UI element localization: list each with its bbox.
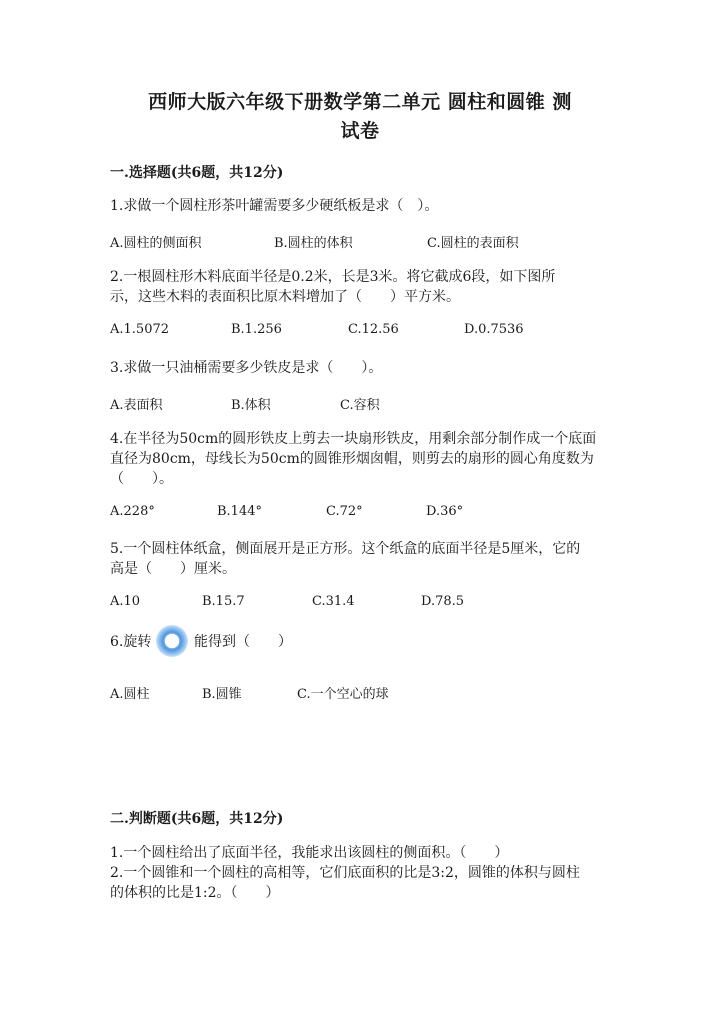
q6-option-c: C.一个空心的球 — [297, 687, 389, 702]
q1-option-b: B.圆柱的体积 — [274, 236, 353, 251]
q4-option-c: C.72° — [326, 504, 363, 519]
q5-option-d: D.78.5 — [421, 594, 465, 609]
question-1-options — [110, 232, 610, 252]
q6-text-before: 6.旋转 — [110, 634, 152, 650]
judge-question-2 — [110, 863, 610, 903]
q3-option-b: B.体积 — [231, 398, 271, 413]
title-line-2: 试卷 — [340, 120, 380, 142]
question-2-text — [110, 267, 610, 307]
q2-line-2: 示，这些木料的表面积比原木料增加了（ ）平方米。 — [110, 289, 460, 305]
question-1-text: 1.求做一个圆柱形茶叶罐需要多少硬纸板是求（ ）。 — [110, 198, 439, 214]
q5-line-2: 高是（ ）厘米。 — [110, 561, 236, 577]
blue-ring-figure-icon — [155, 624, 189, 658]
judge-question-1: 1.一个圆柱给出了底面半径，我能求出该圆柱的侧面积。（ ） — [110, 845, 509, 861]
question-4-text — [110, 429, 610, 489]
q4-option-d: D.36° — [426, 504, 464, 519]
question-3-text: 3.求做一只油桶需要多少铁皮是求（ ）。 — [110, 360, 383, 376]
q5-option-b: B.15.7 — [202, 594, 245, 609]
question-4-options — [110, 504, 610, 524]
jq2-line-2: 的体积的比是1:2。（ ） — [110, 885, 280, 901]
q2-option-a: A.1.5072 — [110, 322, 170, 337]
q3-option-a: A.表面积 — [110, 398, 163, 413]
q2-option-b: B.1.256 — [231, 322, 282, 337]
q3-option-c: C.容积 — [340, 398, 380, 413]
question-5-text — [110, 539, 610, 579]
q4-line-3: （ ）。 — [110, 471, 173, 487]
question-2-options — [110, 322, 610, 342]
q4-line-1: 4.在半径为50cm的圆形铁皮上剪去一块扇形铁皮，用剩余部分制作成一个底面 — [110, 431, 597, 447]
section-2-heading: 二.判断题(共6题，共12分) — [110, 811, 284, 827]
q1-option-c: C.圆柱的表面积 — [427, 236, 519, 251]
question-3-options — [110, 394, 610, 414]
q4-option-a: A.228° — [110, 504, 155, 519]
question-6-options — [110, 683, 610, 703]
title-line-1: 西师大版六年级下册数学第二单元 圆柱和圆锥 测 — [148, 91, 572, 113]
q6-text-after: 能得到（ ） — [194, 634, 292, 650]
q4-option-b: B.144° — [217, 504, 262, 519]
jq2-line-1: 2.一个圆锥和一个圆柱的高相等，它们底面积的比是3:2，圆锥的体积与圆柱 — [110, 865, 580, 881]
q5-option-c: C.31.4 — [312, 594, 355, 609]
q6-option-b: B.圆锥 — [202, 687, 242, 702]
q1-option-a: A.圆柱的侧面积 — [110, 236, 202, 251]
q4-line-2: 直径为80cm，母线长为50cm的圆锥形烟囱帽，则剪去的扇形的圆心角度数为 — [110, 451, 594, 467]
q2-option-d: D.0.7536 — [464, 322, 524, 337]
q6-option-a: A.圆柱 — [110, 687, 150, 702]
page-title — [100, 88, 620, 146]
q2-option-c: C.12.56 — [348, 322, 399, 337]
q5-option-a: A.10 — [110, 594, 141, 609]
section-1-heading: 一.选择题(共6题，共12分) — [110, 165, 284, 181]
q2-line-1: 2.一根圆柱形木料底面半径是0.2米，长是3米。将它截成6段，如下图所 — [110, 269, 556, 285]
question-6-text — [110, 631, 410, 653]
q5-line-1: 5.一个圆柱体纸盒，侧面展开是正方形。这个纸盒的底面半径是5厘米，它的 — [110, 541, 581, 557]
question-5-options — [110, 594, 610, 614]
